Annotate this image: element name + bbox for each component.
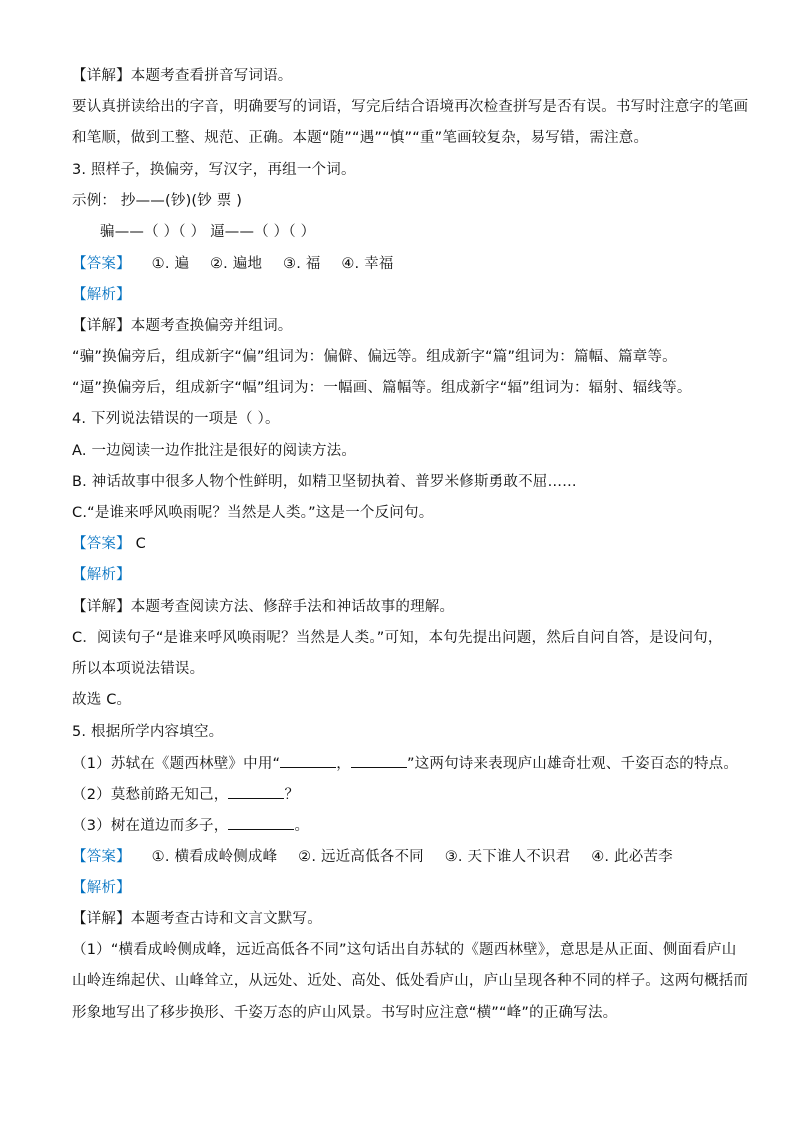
answer-row <box>72 254 394 274</box>
fill-blank <box>228 784 284 799</box>
detail-line: 【详解】本题考查换偏旁并组词。 <box>72 318 293 334</box>
option-a: A. 一边阅读一边作批注是很好的阅读方法。 <box>72 443 357 459</box>
answer-item: ①. 遍 <box>151 256 190 272</box>
answer-label: 【答案】 <box>72 536 131 552</box>
fill-blank <box>228 815 294 830</box>
text-line: 故选 C。 <box>72 692 132 708</box>
text: 。 <box>294 818 310 834</box>
question-5-1 <box>72 753 738 774</box>
text-line: 山岭连绵起伏、山峰耸立，从远处、近处、高处、低处看庐山，庐山呈现各种不同的样子。这两句概括而 <box>72 973 749 989</box>
text: （1）苏轼在《题西林壁》中用“ <box>72 756 281 772</box>
analysis-label: 【解析】 <box>72 880 131 896</box>
text-line: “骗”换偏旁后，组成新字“偏”组词为：偏僻、偏远等。组成新字“篇”组词为：篇幅、篇章等。 <box>72 349 677 365</box>
text-line: （1）“横看成岭侧成峰，远近高低各不同”这句话出自苏轼的《题西林壁》，意思是从正面、侧面看庐山 <box>72 942 737 958</box>
answer-item: ③. 福 <box>283 256 321 272</box>
analysis-label: 【解析】 <box>72 567 131 583</box>
text-line: 形象地写出了移步换形、千姿万态的庐山风景。书写时应注意“横”“峰”的正确写法。 <box>72 1005 618 1021</box>
text-line: 和笔顺，做到工整、规范、正确。本题“随”“遇”“慎”“重”笔画较复杂，易写错，需注意。 <box>72 130 649 146</box>
option-c: C.“是谁来呼风唤雨呢？当然是人类。”这是一个反问句。 <box>72 505 434 521</box>
fill-blank <box>351 753 407 768</box>
answer-row <box>72 847 673 867</box>
answer-item: ④. 幸福 <box>341 256 394 272</box>
question-4: 4. 下列说法错误的一项是（ ）。 <box>72 411 280 427</box>
detail-line: 【详解】本题考查古诗和文言文默写。 <box>72 911 322 927</box>
text-line: 所以本项说法错误。 <box>72 661 205 677</box>
question-5: 5. 根据所学内容填空。 <box>72 724 224 740</box>
text: ， <box>336 756 351 772</box>
answer-label: 【答案】 <box>72 849 131 865</box>
text-line: C．阅读句子“是谁来呼风唤雨呢？当然是人类。”可知，本句先提出问题，然后自问自答，是设问句， <box>72 630 723 646</box>
answer-item: C <box>135 536 146 552</box>
answer-label: 【答案】 <box>72 256 131 272</box>
question-5-3 <box>72 815 309 836</box>
question-5-2 <box>72 784 299 805</box>
answer-row <box>72 534 146 554</box>
answer-item: ③. 天下谁人不识君 <box>444 849 571 865</box>
text-line: 要认真拼读给出的字音，明确要写的词语，写完后结合语境再次检查拼写是否有误。书写时注意字的笔画 <box>72 99 749 115</box>
detail-line: 【详解】本题考查看拼音写词语。 <box>72 68 293 84</box>
analysis-label: 【解析】 <box>72 287 131 303</box>
text: （2）莫愁前路无知己， <box>72 787 229 803</box>
answer-item: ②. 遍地 <box>209 256 263 272</box>
detail-line: 【详解】本题考查阅读方法、修辞手法和神话故事的理解。 <box>72 599 455 615</box>
answer-item: ①. 横看成岭侧成峰 <box>151 849 278 865</box>
text: ”这两句诗来表现庐山雄奇壮观、千姿百态的特点。 <box>406 756 739 772</box>
answer-item: ④. 此必苦李 <box>591 849 673 865</box>
text: ？ <box>284 787 300 803</box>
text-line: “逼”换偏旁后，组成新字“幅”组词为：一幅画、篇幅等。组成新字“辐”组词为：辐射、辐线等。 <box>72 380 692 396</box>
fill-blank <box>280 753 336 768</box>
question-3: 3. 照样子，换偏旁，写汉字，再组一个词。 <box>72 162 356 178</box>
text: （3）树在道边而多子， <box>72 818 229 834</box>
question-3-prompt: 骗——（ ）（ ） 逼——（ ）（ ） <box>100 224 316 240</box>
option-b: B. 神话故事中很多人物个性鲜明，如精卫坚韧执着、普罗米修斯勇敢不屈…… <box>72 474 577 490</box>
answer-item: ②. 远近高低各不同 <box>298 849 424 865</box>
question-3-example: 示例： 抄——(钞)(钞 票 ) <box>72 193 243 209</box>
